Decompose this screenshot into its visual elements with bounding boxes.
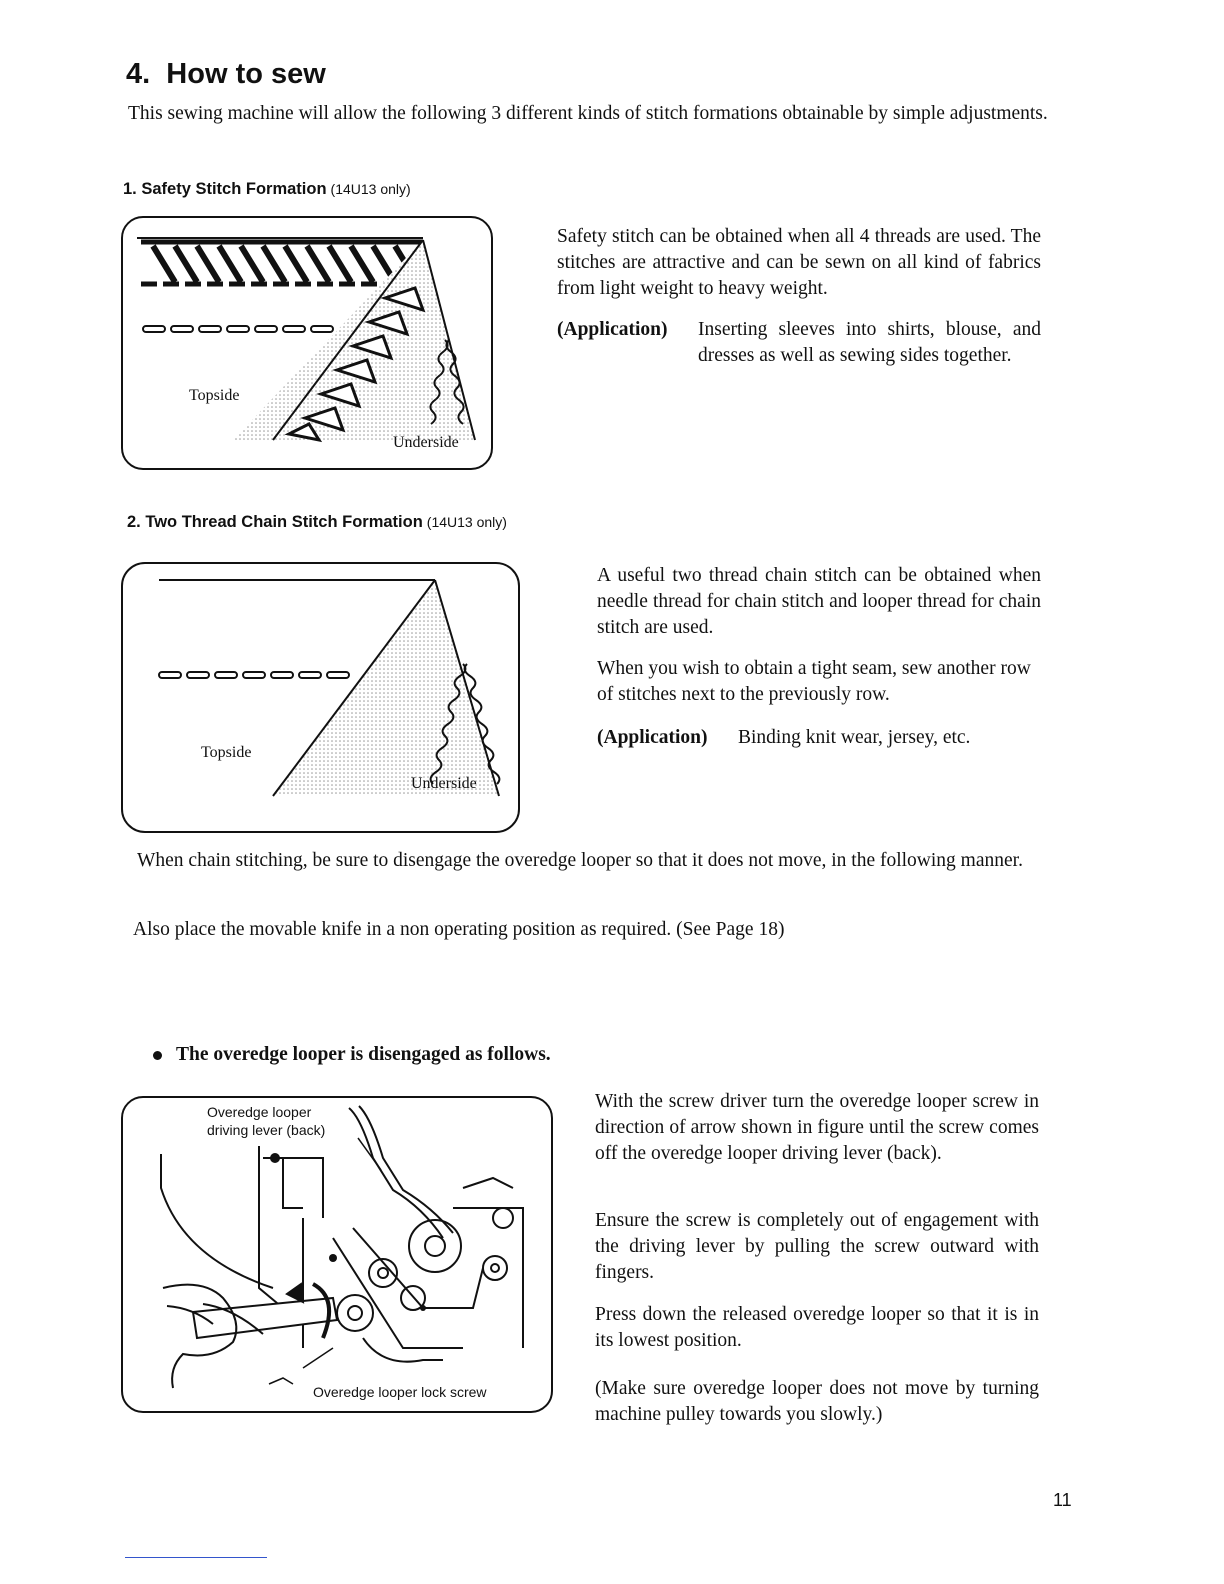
disengage-heading-text: The overedge looper is disengaged as follows. [176,1044,551,1065]
section-2-paragraph-1: A useful two thread chain stitch can be obtained when needle thread for chain stitch and looper thread for chain stitch are used. [597,565,1041,638]
page-number: 11 [1053,1490,1072,1510]
lock-screw-label: Overedge looper lock screw [313,1384,487,1400]
topside-dashes-2 [159,672,349,678]
screwdriver [193,1298,337,1338]
section-2-model-note: (14U13 only) [426,514,507,530]
lock-screw [337,1295,373,1331]
section-2-title: 2. Two Thread Chain Stitch Formation [127,513,423,531]
looper-mechanism-figure [121,1096,553,1413]
looper-lever [349,1108,443,1238]
lever-label-line-1: Overedge looper [207,1104,312,1120]
chain-stitching-note: When chain stitching, be sure to disengage the overedge looper so that it does not move, in the following manner. [137,850,1023,871]
safety-stitch-figure [121,216,493,470]
section-2-paragraph-2: When you wish to obtain a tight seam, sew another row of stitches next to the previously row. [597,658,1031,705]
lever-label-line-2: driving lever (back) [207,1122,326,1138]
bullet-icon [153,1051,162,1060]
application-text: Inserting sleeves into shirts, blouse, and dresses as well as sewing sides together. [698,319,1041,366]
section-2-application [597,725,1047,751]
safety-stitch-illustration [123,218,491,468]
section-2-heading [127,513,507,532]
application-label: (Application) [557,319,668,340]
machine-body-curve [161,1154,273,1288]
looper-mechanism-illustration [123,1098,551,1411]
section-1-model-note: (14U13 only) [330,181,411,197]
topside-dashes [143,326,333,332]
topside-label: Topside [189,387,240,404]
section-3-paragraph-3: Press down the released overedge looper so that it is in its lowest position. [595,1304,1039,1351]
application-text-2: Binding knit wear, jersey, etc. [738,727,971,748]
intro-paragraph: This sewing machine will allow the following 3 different kinds of stitch formations obtainable by simple adjustments. [128,103,1048,124]
chain-stitch-figure [121,562,520,833]
section-3-paragraph-2: Ensure the screw is completely out of engagement with the driving lever by pulling the screw outward with fingers. [595,1210,1039,1283]
application-label-2: (Application) [597,727,708,748]
fabric-underside-2 [273,580,499,796]
section-1-application [557,317,1041,369]
underside-label: Underside [393,434,459,451]
section-1-heading [123,180,411,199]
footer-rule [125,1557,267,1558]
page-title: 4. How to sew [126,58,326,90]
section-3-paragraph-1: With the screw driver turn the overedge looper screw in direction of arrow shown in figure until the screw comes off the overedge looper driving lever (back). [595,1091,1039,1164]
section-1-paragraph: Safety stitch can be obtained when all 4 threads are used. The stitches are attractive and can be sewn on all kind of fabrics from light weight to heavy weight. [557,226,1041,299]
lever-label [205,1103,327,1139]
movable-knife-note: Also place the movable knife in a non operating position as required. (See Page 18) [133,919,785,940]
underside-label-2: Underside [411,775,477,792]
section-3-paragraph-4: (Make sure overedge looper does not move by turning machine pulley towards you slowly.) [595,1378,1039,1425]
disengage-heading [153,1042,551,1068]
section-1-title: 1. Safety Stitch Formation [123,180,327,198]
topside-label-2: Topside [201,744,252,761]
